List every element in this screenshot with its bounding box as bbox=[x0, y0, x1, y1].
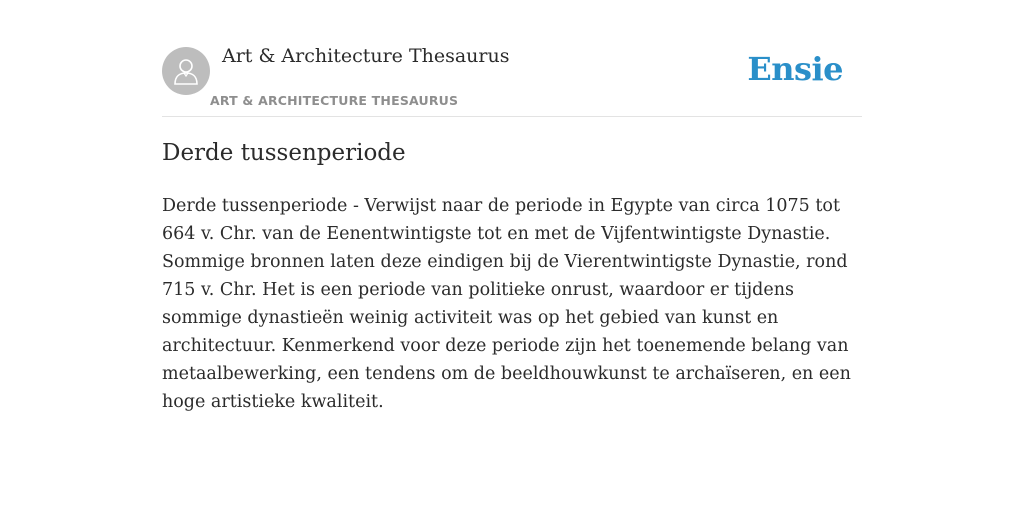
article-body: Derde tussenperiode - Verwijst naar de periode in Egypte van circa 1075 tot 664 v. Chr. van de Eenentwintigste tot en met de Vijfentwintigste Dynastie. Sommige bronnen laten deze eindigen bij de Vierentwintigste Dynastie, rond 715 v. Chr. Het is een periode van politieke onrust, waardoor er tijdens sommige dynastieën weinig activiteit was op het gebied van kunst en architectuur. Kenmerkend voor deze periode zijn het toenemende belang van metaalbewerking, een tendens om de beeldhouwkunst te archaïseren, en een hoge artistieke kwaliteit. bbox=[162, 196, 851, 412]
article-title: Derde tussenperiode bbox=[162, 140, 406, 166]
avatar[interactable] bbox=[162, 47, 210, 95]
author-name[interactable]: Art & Architecture Thesaurus bbox=[222, 45, 510, 67]
user-silhouette-icon bbox=[173, 57, 199, 85]
source-label[interactable]: ART & ARCHITECTURE THESAURUS bbox=[210, 93, 459, 108]
card-header bbox=[162, 0, 862, 117]
definition-card bbox=[162, 0, 862, 412]
ensie-logo[interactable]: Ensie bbox=[747, 50, 843, 88]
